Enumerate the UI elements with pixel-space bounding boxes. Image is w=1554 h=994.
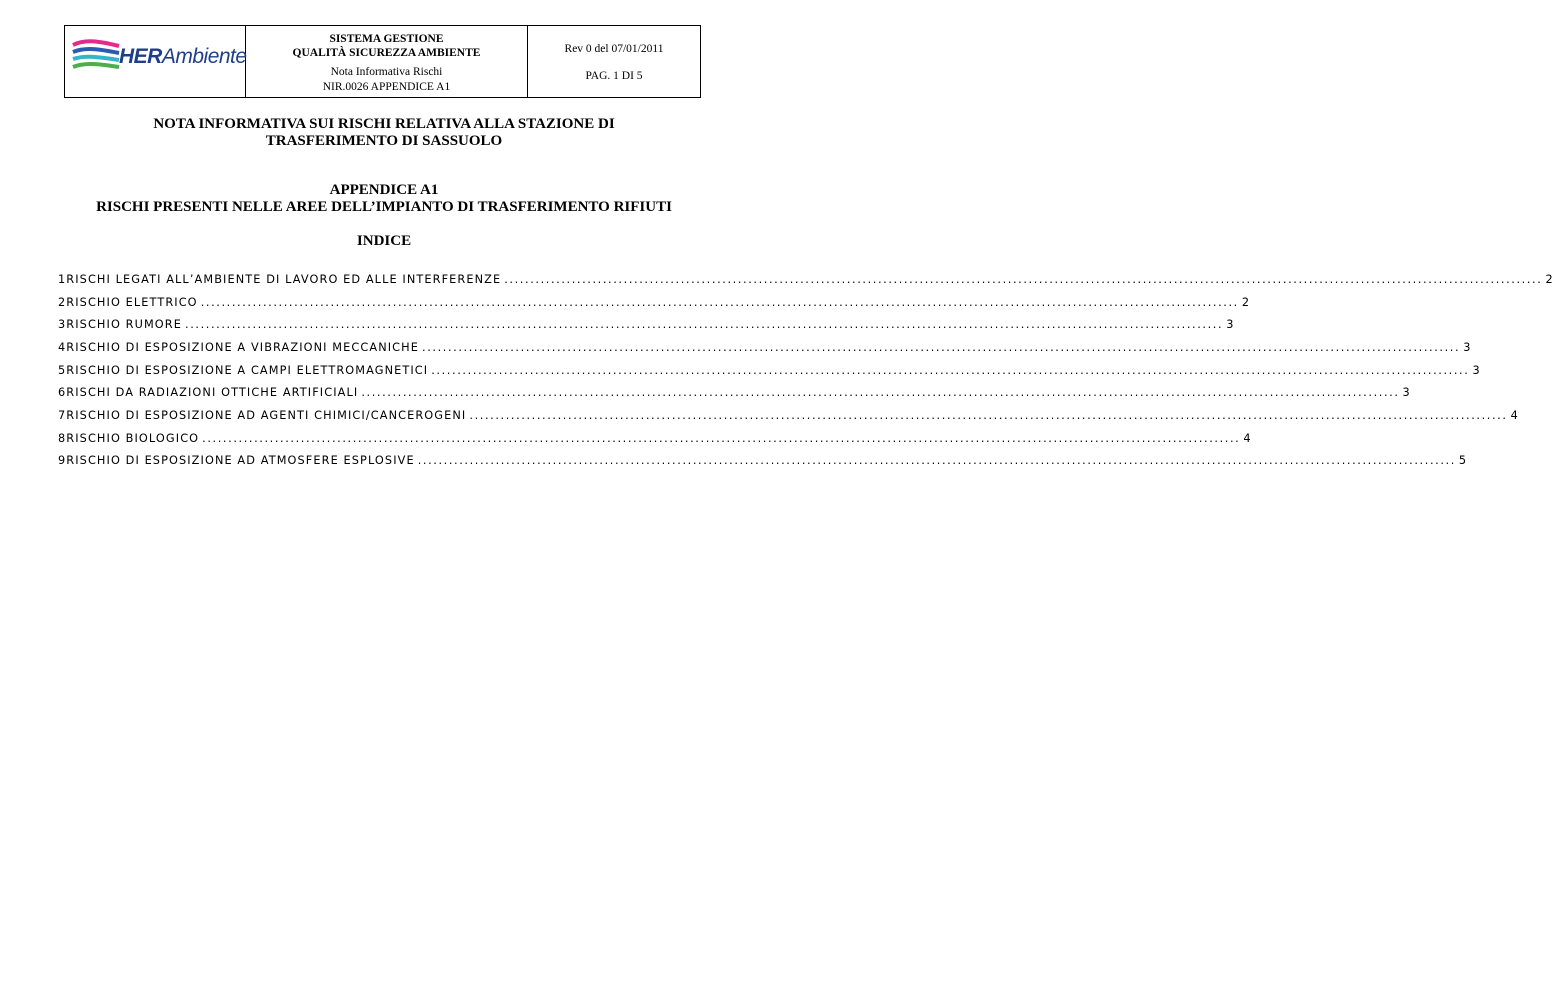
toc-leader-dots: ........................................................................................................................................................................................................ <box>200 295 1239 309</box>
toc-entry-page: 4 <box>1510 408 1519 422</box>
toc-entry-number: 9 <box>58 454 67 468</box>
system-title-line2: QUALITÀ SICUREZZA AMBIENTE <box>292 47 481 59</box>
toc-entry-number: 5 <box>58 363 67 377</box>
toc-leader-dots: ........................................................................................................................................................................................................ <box>202 431 1241 445</box>
toc-entry[interactable] <box>58 268 1554 291</box>
toc-entry-title: RISCHI LEGATI ALL’AMBIENTE DI LAVORO ED ALLE INTERFERENZE <box>66 272 502 286</box>
revision-cell <box>528 26 700 97</box>
toc-entry[interactable] <box>58 336 1472 359</box>
toc-entry-number: 4 <box>58 340 67 354</box>
toc-leader-dots: ........................................................................................................................................................................................................ <box>431 363 1470 377</box>
toc-entry-title: RISCHIO DI ESPOSIZIONE A CAMPI ELETTROMAGNETICI <box>66 363 429 377</box>
toc-entry-number: 6 <box>58 386 67 400</box>
index-heading: INDICE <box>356 233 412 249</box>
toc-entry[interactable] <box>58 427 1252 450</box>
system-title-line1: SISTEMA GESTIONE <box>329 33 444 45</box>
toc-entry-page: 3 <box>1472 363 1481 377</box>
toc-entry-number: 2 <box>58 295 67 309</box>
toc-leader-dots: ........................................................................................................................................................................................................ <box>417 454 1456 468</box>
toc-entry-number: 7 <box>58 408 67 422</box>
toc-entry-page: 3 <box>1226 318 1235 332</box>
system-cell <box>246 26 528 97</box>
toc-entry-page: 3 <box>1402 386 1411 400</box>
toc-entry-page: 3 <box>1463 340 1472 354</box>
toc-entry-title: RISCHI DA RADIAZIONI OTTICHE ARTIFICIALI <box>66 386 359 400</box>
toc-entry-page: 4 <box>1243 431 1252 445</box>
table-of-contents <box>58 268 1554 472</box>
toc-leader-dots: ........................................................................................................................................................................................................ <box>361 386 1400 400</box>
doc-name-line1: Nota Informativa Rischi <box>330 66 443 78</box>
toc-leader-dots: ........................................................................................................................................................................................................ <box>185 318 1224 332</box>
document-header <box>64 25 701 98</box>
toc-entry-number: 3 <box>58 318 67 332</box>
appendix-title: APPENDICE A1 <box>329 182 439 198</box>
logo-cell <box>65 26 246 97</box>
toc-entry[interactable] <box>58 404 1519 427</box>
toc-entry-title: RISCHIO ELETTRICO <box>66 295 198 309</box>
main-title-line2: TRASFERIMENTO DI SASSUOLO <box>265 133 503 149</box>
toc-entry-title: RISCHIO DI ESPOSIZIONE AD ATMOSFERE ESPLOSIVE <box>66 454 415 468</box>
toc-leader-dots: ........................................................................................................................................................................................................ <box>422 340 1461 354</box>
toc-entry[interactable] <box>58 313 1235 336</box>
toc-entry-page: 2 <box>1545 272 1554 286</box>
toc-entry[interactable] <box>58 381 1411 404</box>
main-title-line1: NOTA INFORMATIVA SUI RISCHI RELATIVA ALLA STAZIONE DI <box>153 116 615 132</box>
heraambiente-logo-icon <box>71 39 121 73</box>
toc-entry[interactable] <box>58 450 1468 473</box>
toc-entry[interactable] <box>58 359 1481 382</box>
toc-leader-dots: ........................................................................................................................................................................................................ <box>469 408 1508 422</box>
toc-entry-title: RISCHIO BIOLOGICO <box>66 431 200 445</box>
toc-entry-page: 5 <box>1458 454 1468 468</box>
toc-leader-dots: ........................................................................................................................................................................................................ <box>504 272 1543 286</box>
logo-wordmark: HERAmbiente <box>119 45 247 68</box>
revision-text: Rev 0 del 07/01/2011 <box>564 43 664 55</box>
toc-entry[interactable] <box>58 291 1251 314</box>
doc-name-line2: NIR.0026 APPENDICE A1 <box>322 81 451 93</box>
toc-entry-page: 2 <box>1241 295 1251 309</box>
toc-entry-title: RISCHIO RUMORE <box>66 318 182 332</box>
toc-entry-title: RISCHIO DI ESPOSIZIONE A VIBRAZIONI MECCANICHE <box>66 340 419 354</box>
page-number: PAG. 1 DI 5 <box>585 70 643 82</box>
toc-entry-number: 8 <box>58 431 67 445</box>
toc-entry-number: 1 <box>58 272 67 286</box>
toc-entry-title: RISCHIO DI ESPOSIZIONE AD AGENTI CHIMICI/CANCEROGENI <box>66 408 467 422</box>
appendix-subtitle: RISCHI PRESENTI NELLE AREE DELL’IMPIANTO DI TRASFERIMENTO RIFIUTI <box>96 199 672 215</box>
